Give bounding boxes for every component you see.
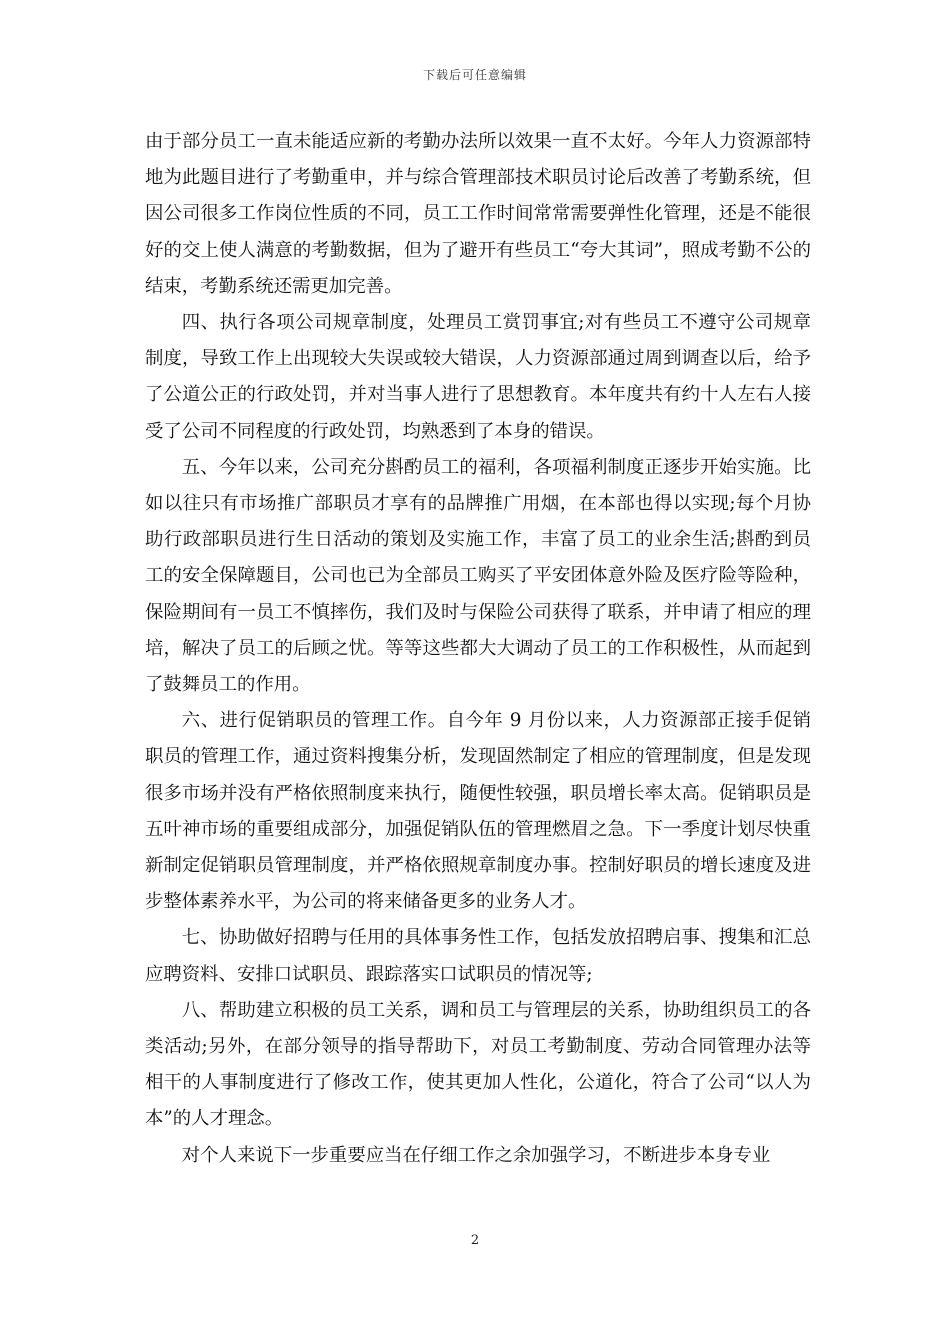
paragraph-personal-plan: 对个人来说下一步重要应当在仔细工作之余加强学习，不断进步本身专业 (181, 1144, 771, 1166)
paragraph-continued: 由于部分员工一直未能适应新的考勤办法所以效果一直不太好。今年人力资源部特地为此题目进行了考勤重申，并与综合管理部技术职员讨论后改善了考勤系统，但因公司很多工作岗位性质的不同，员工工作时间常常需要弹性化管理，还是不能很好的交上使人满意的考勤数据，但为了避开有些员工“夸大其词”，照成考勤不公的结束，考勤系统还需更加完善。 (145, 131, 811, 297)
paragraph-item-6: 六、进行促销职员的管理工作。自今年 9 月份以来，人力资源部正接手促销职员的管理工作，通过资料搜集分析，发现固然制定了相应的管理制度，但是发现很多市场并没有严格依照制度来执行，随便性较强，职员增长率太高。促销职员是五叶神市场的重要组成部分，加强促销队伍的管理燃眉之急。下一季度计划尽快重新制定促销职员管理制度，并严格依照规章制度办事。控制好职员的增长速度及进步整体素养水平，为公司的将来储备更多的业务人才。 (145, 710, 811, 913)
paragraph-item-8: 八、帮助建立积极的员工关系，调和员工与管理层的关系，协助组织员工的各类活动;另外，在部分领导的指导帮助下，对员工考勤制度、劳动合同管理办法等相干的人事制度进行了修改工作，使其更加人性化，公道化，符合了公司“以人为本”的人才理念。 (145, 999, 811, 1130)
paragraph-item-7: 七、协助做好招聘与任用的具体事务性工作，包括发放招聘启事、搜集和汇总应聘资料、安排口试职员、跟踪落实口试职员的情况等; (145, 927, 811, 985)
document-body (145, 124, 811, 1174)
page-number: 2 (470, 1233, 480, 1248)
paragraph-item-5: 五、今年以来，公司充分斟酌员工的福利，各项福利制度正逐步开始实施。比如以往只有市场推广部职员才享有的品牌推广用烟，在本部也得以实现;每个月协助行政部职员进行生日活动的策划及实施工作，丰富了员工的业余生活;斟酌到员工的安全保障题目，公司也已为全部员工购买了平安团体意外险及医疗险等险种，保险期间有一员工不慎摔伤，我们及时与保险公司获得了联系，并申请了相应的理培，解决了员工的后顾之忧。等等这些都大大调动了员工的工作积极性，从而起到了鼓舞员工的作用。 (145, 456, 811, 696)
page-header: 下载后可任意编辑 (422, 68, 527, 82)
paragraph-item-4: 四、执行各项公司规章制度，处理员工赏罚事宜;对有些员工不遵守公司规章制度，导致工作上出现较大失误或较大错误，人力资源部通过周到调查以后，给予了公道公正的行政处罚，并对当事人进行了思想教育。本年度共有约十人左右人接受了公司不同程度的行政处罚，均熟悉到了本身的错误。 (145, 312, 811, 442)
